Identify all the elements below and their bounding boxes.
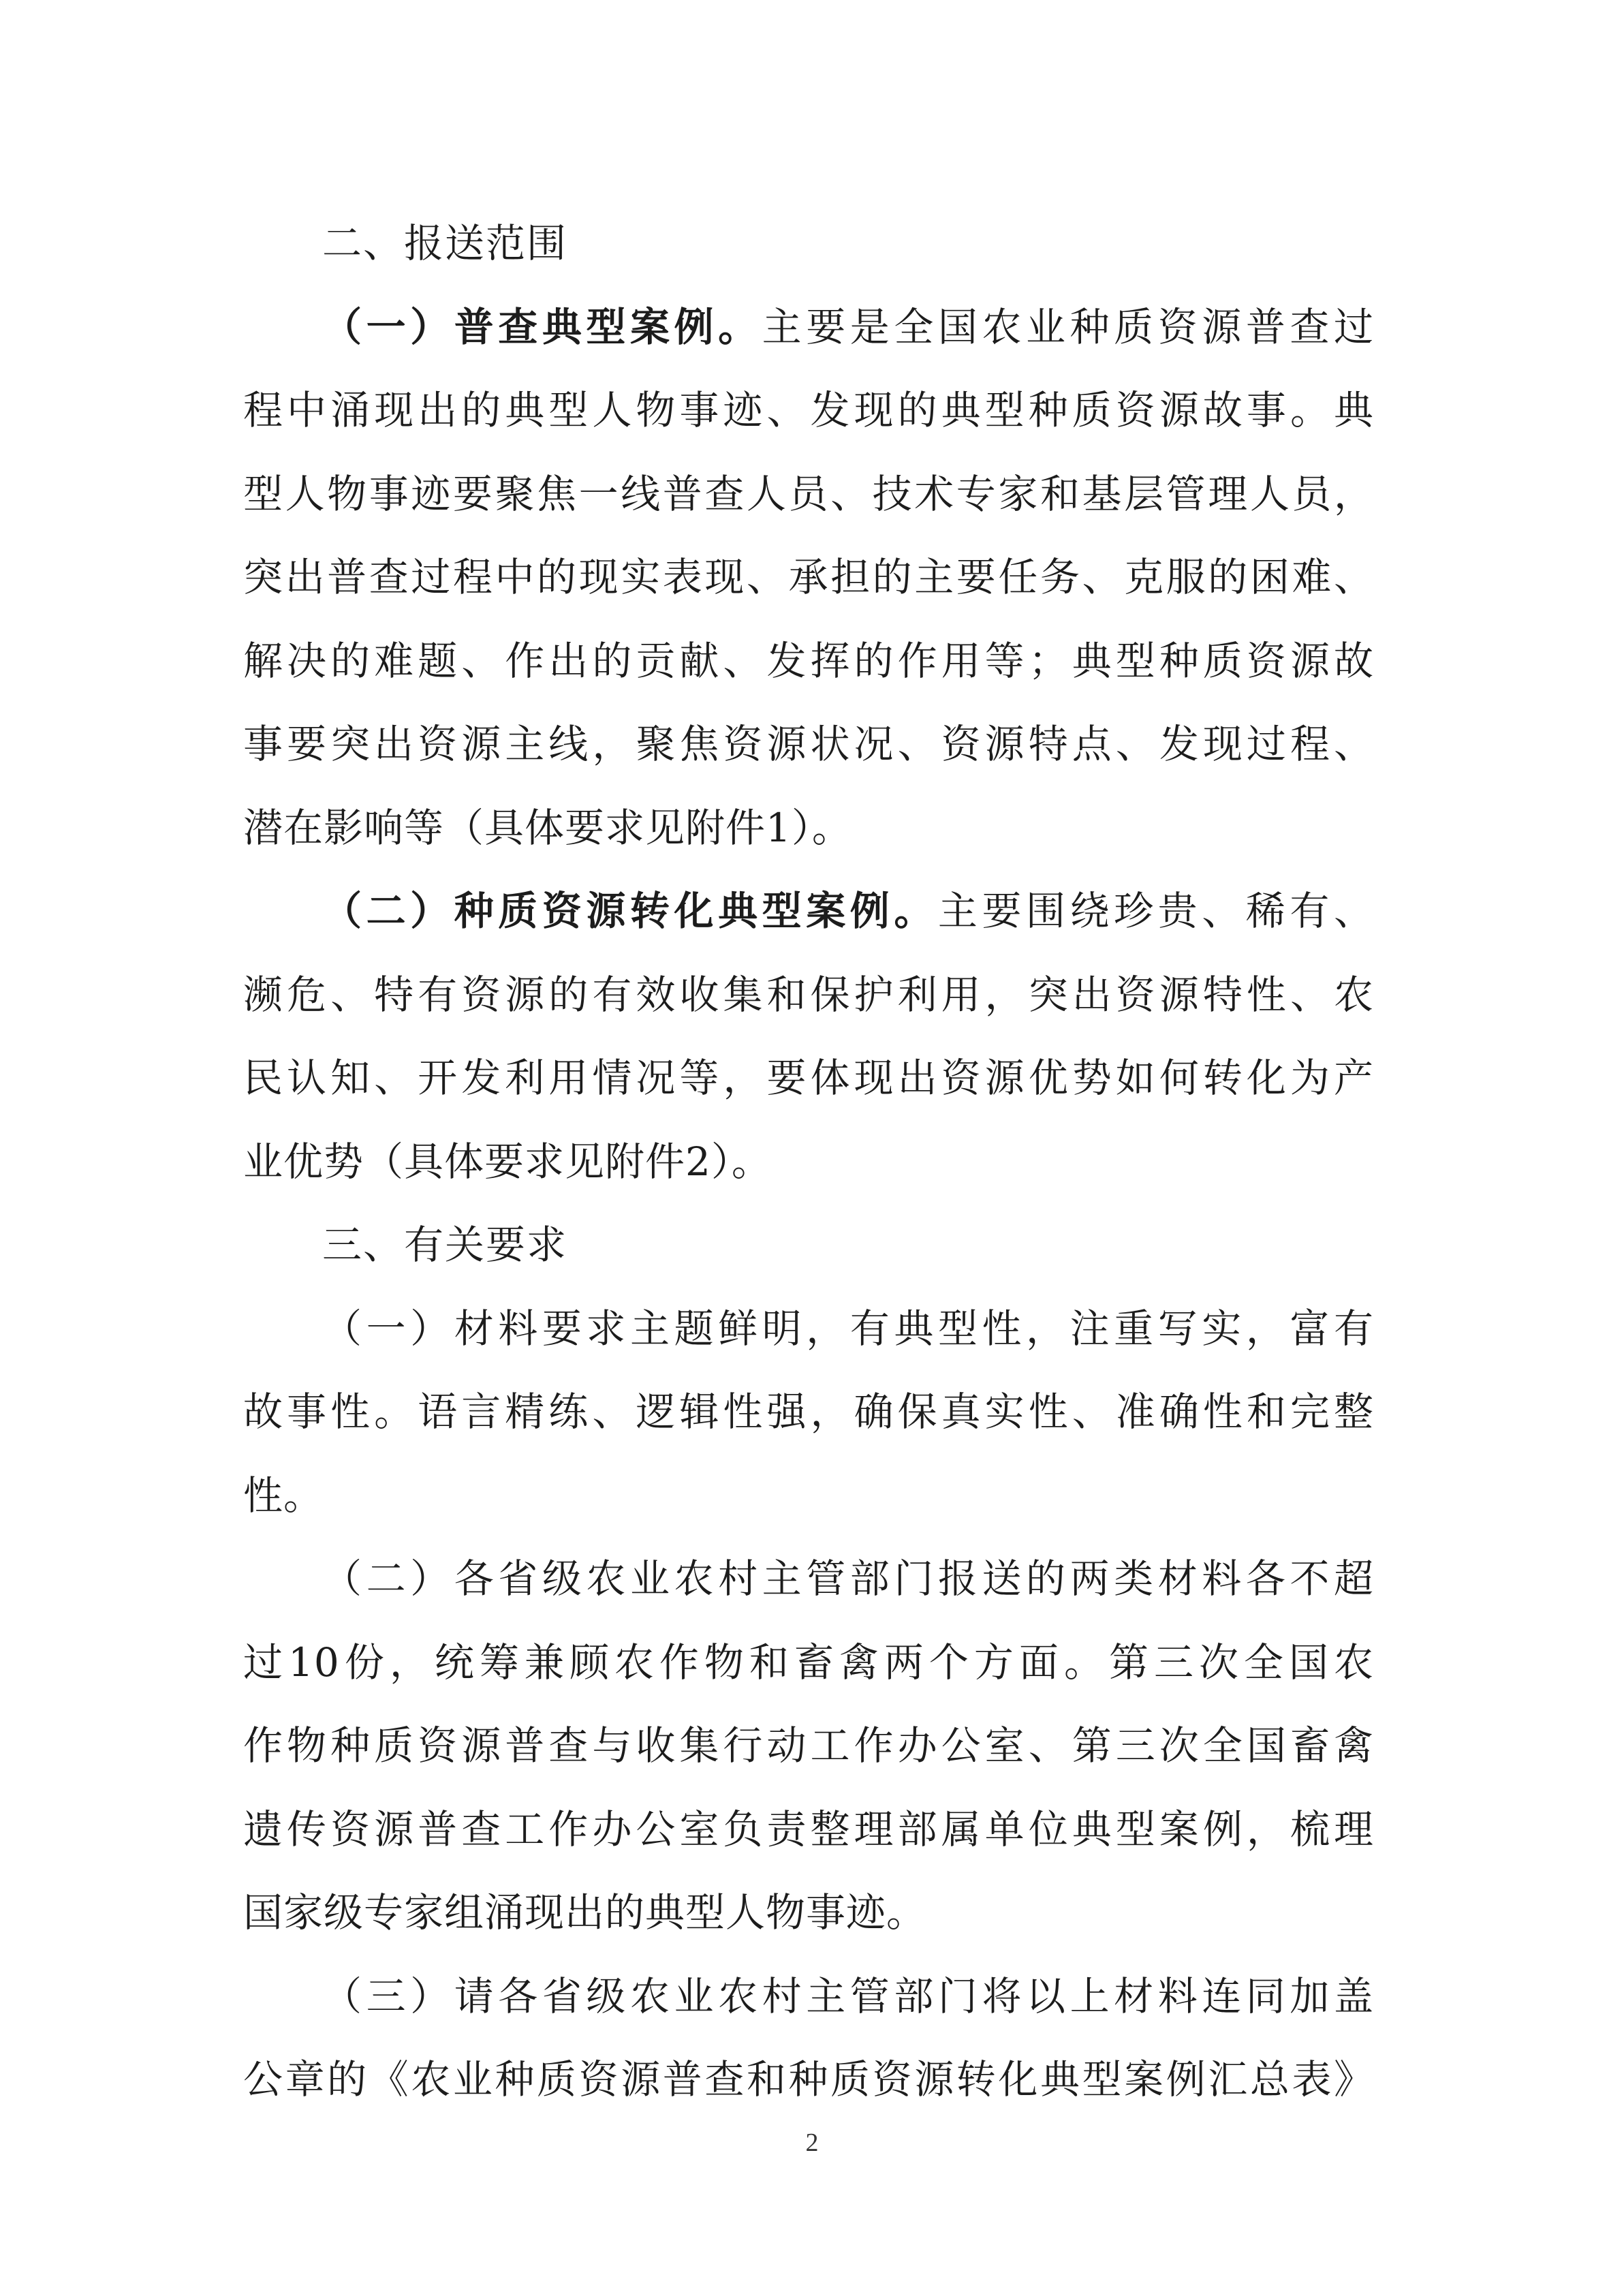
item1-line-7: 潜在影响等（具体要求见附件1）。 bbox=[243, 804, 852, 851]
item1-line-2: 程中涌现出的典型人物事迹、发现的典型种质资源故事。典 bbox=[243, 387, 1374, 433]
req2-line-2: 过10份，统筹兼顾农作物和畜禽两个方面。第三次全国农 bbox=[243, 1639, 1374, 1686]
item2-lead: （二）种质资源转化典型案例。 bbox=[322, 888, 938, 934]
req3-line-2: 公章的《农业种质资源普查和种质资源转化典型案例汇总表》 bbox=[243, 2056, 1374, 2103]
req1-line-2: 故事性。语言精练、逻辑性强，确保真实性、准确性和完整 bbox=[243, 1389, 1374, 1435]
page-number: 2 bbox=[805, 2128, 819, 2157]
req2-line-3: 作物种质资源普查与收集行动工作办公室、第三次全国畜禽 bbox=[243, 1722, 1374, 1769]
item1-line-1: 主要是全国农业种质资源普查过 bbox=[762, 303, 1374, 350]
req3-line-1: （三）请各省级农业农村主管部门将以上材料连同加盖 bbox=[322, 1972, 1374, 2019]
item1-line-6: 事要突出资源主线，聚焦资源状况、资源特点、发现过程、 bbox=[243, 721, 1374, 767]
section-heading-scope: 二、报送范围 bbox=[322, 220, 568, 266]
item1-line-5: 解决的难题、作出的贡献、发挥的作用等；典型种质资源故 bbox=[243, 637, 1374, 684]
body-text bbox=[243, 202, 1374, 2122]
item1-lead: （一）普查典型案例。 bbox=[322, 303, 762, 350]
req2-line-5: 国家级专家组涌现出的典型人物事迹。 bbox=[243, 1889, 927, 1936]
item1-first-line bbox=[243, 285, 1374, 369]
item2-line-2: 濒危、特有资源的有效收集和保护利用，突出资源特性、农 bbox=[243, 971, 1374, 1018]
req1-line-1: （一）材料要求主题鲜明，有典型性，注重写实，富有 bbox=[322, 1305, 1374, 1352]
req2-line-1: （二）各省级农业农村主管部门报送的两类材料各不超 bbox=[322, 1555, 1374, 1602]
req2-line-4: 遗传资源普查工作办公室负责整理部属单位典型案例，梳理 bbox=[243, 1805, 1374, 1853]
item1-line-3: 型人物事迹要聚焦一线普查人员、技术专家和基层管理人员， bbox=[243, 470, 1374, 517]
item2-line-1: 主要围绕珍贵、稀有、 bbox=[937, 888, 1374, 934]
item2-line-3: 民认知、开发利用情况等，要体现出资源优势如何转化为产 bbox=[243, 1055, 1374, 1101]
req1-line-3: 性。 bbox=[243, 1472, 324, 1519]
item2-first-line bbox=[243, 869, 1374, 953]
item1-line-4: 突出普查过程中的现实表现、承担的主要任务、克服的困难、 bbox=[243, 554, 1374, 600]
item2-line-4: 业优势（具体要求见附件2）。 bbox=[243, 1138, 772, 1185]
section-heading-requirements: 三、有关要求 bbox=[322, 1222, 568, 1268]
